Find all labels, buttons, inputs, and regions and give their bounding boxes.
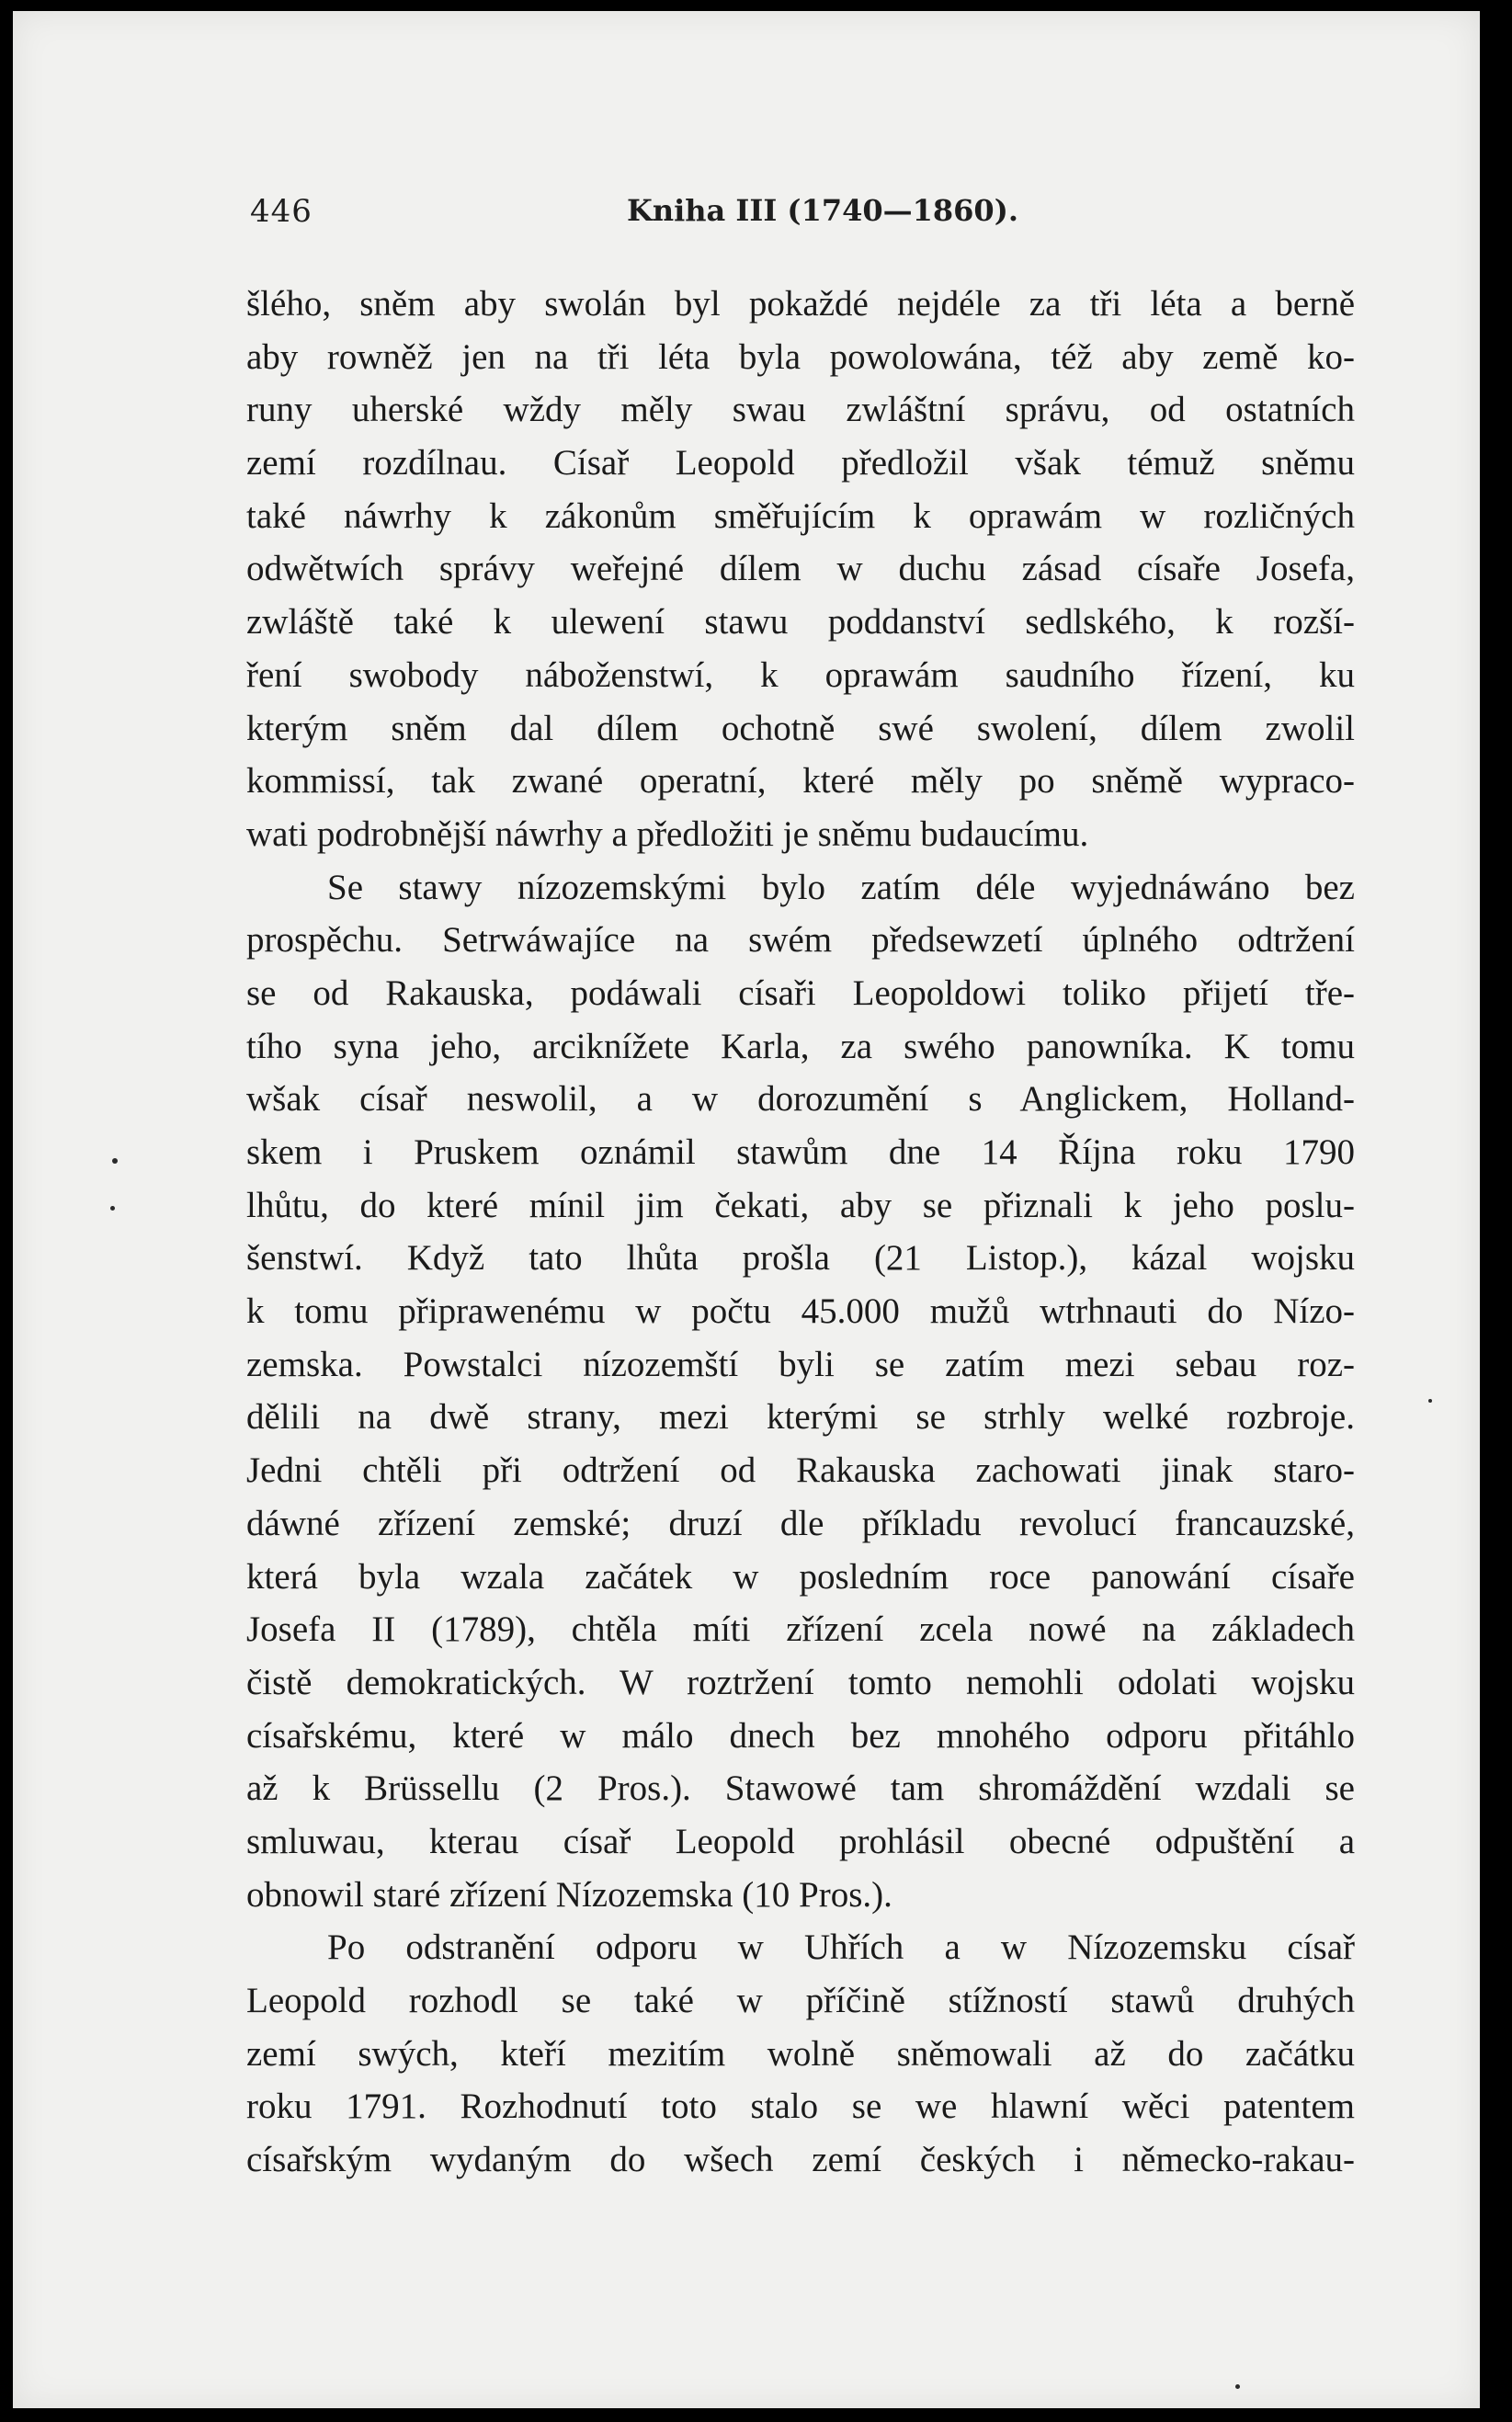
text-line: roku 1791. Rozhodnutí toto stalo se we hlawní wěci patentem bbox=[246, 2087, 1355, 2127]
text-line: zemí rozdílnau. Císař Leopold předložil však témuž sněmu bbox=[246, 443, 1355, 483]
text-line: zemí swých, kteří mezitím wolně sněmowali až do začátku bbox=[246, 2033, 1355, 2074]
text-line: Leopold rozhodl se také w příčině stížností stawů druhých bbox=[246, 1981, 1355, 2020]
text-line: dělili na dwě strany, mezi kterými se strhly welké rozbroje. bbox=[246, 1397, 1355, 1438]
scan-speck bbox=[1428, 1399, 1432, 1403]
text-line: runy uherské wždy měly swau zwláštní správu, od ostatních bbox=[246, 390, 1355, 430]
text-line: k tomu připrawenému w počtu 45.000 mužů wtrhnauti do Nízo- bbox=[246, 1291, 1355, 1332]
text-line: zwláště také k ulewení stawu poddanství sedlského, k rozší- bbox=[246, 602, 1355, 642]
text-line: skem i Pruskem oznámil stawům dne 14 Října roku 1790 bbox=[246, 1132, 1355, 1172]
text-line: šenstwí. Když tato lhůta prošla (21 Listop.), kázal wojsku bbox=[246, 1238, 1355, 1279]
text-line: Jedni chtěli při odtržení od Rakauska zachowati jinak staro- bbox=[246, 1450, 1355, 1491]
paragraph bbox=[246, 1921, 1355, 2186]
running-title: Kniha III (1740—1860). bbox=[627, 193, 1018, 228]
paragraph bbox=[246, 861, 1355, 1922]
text-line: Se stawy nízozemskými bylo zatím déle wyjednáwáno bez bbox=[327, 867, 1355, 907]
text-line: aby rowněž jen na tři léta byla powolowána, též aby země ko- bbox=[246, 336, 1355, 377]
text-line: Po odstranění odporu w Uhřích a w Nízozemsku císař bbox=[327, 1927, 1355, 1968]
text-line: obnowil staré zřízení Nízozemska (10 Pros.). bbox=[246, 1874, 892, 1915]
text-line: čistě demokratických. W roztržení tomto nemohli odolati wojsku bbox=[246, 1662, 1355, 1702]
text-line: která byla wzala začátek w posledním roce panowání císaře bbox=[246, 1556, 1355, 1597]
text-line: tího syna jeho, arciknížete Karla, za swého panowníka. K tomu bbox=[246, 1026, 1355, 1066]
page-number: 446 bbox=[250, 193, 313, 230]
text-line: kterým sněm dal dílem ochotně swé swolení, dílem zwolil bbox=[246, 708, 1355, 748]
text-line: císařskému, které w málo dnech bez mnohého odporu přitáhlo bbox=[246, 1715, 1355, 1756]
text-line: dáwné zřízení zemské; druzí dle příkladu revolucí francauzské, bbox=[246, 1503, 1355, 1543]
scan-speck bbox=[110, 1206, 115, 1211]
text-line: se od Rakauska, podáwali císaři Leopoldowi toliko přijetí tře- bbox=[246, 972, 1355, 1013]
text-line: smluwau, kterau císař Leopold prohlásil obecné odpuštění a bbox=[246, 1821, 1355, 1861]
scan-speck bbox=[112, 1158, 118, 1164]
book-page bbox=[13, 11, 1480, 2408]
text-line: kommissí, tak zwané operatní, které měly po sněmě wypraco- bbox=[246, 761, 1355, 802]
text-line: wšak císař neswolil, a w dorozumění s Anglickem, Holland- bbox=[246, 1079, 1355, 1120]
text-line: ření swobody náboženstwí, k oprawám saudního řízení, ku bbox=[246, 654, 1355, 695]
text-line: zemska. Powstalci nízozemští byli se zatím mezi sebau roz- bbox=[246, 1344, 1355, 1384]
text-line: Josefa II (1789), chtěla míti zřízení zcela nowé na základech bbox=[246, 1609, 1355, 1650]
text-line: císařským wydaným do wšech zemí českých i německo-rakau- bbox=[246, 2140, 1355, 2180]
text-line: odwětwích správy weřejné dílem w duchu zásad císaře Josefa, bbox=[246, 549, 1355, 589]
text-line: také náwrhy k zákonům směřujícím k oprawám w rozličných bbox=[246, 495, 1355, 536]
scan-speck bbox=[1235, 2384, 1240, 2389]
body-text bbox=[246, 278, 1355, 2187]
text-line: wati podrobnější náwrhy a předložiti je sněmu budaucímu. bbox=[246, 813, 1089, 854]
text-line: lhůtu, do které mínil jim čekati, aby se přiznali k jeho poslu- bbox=[246, 1185, 1355, 1225]
page-header bbox=[250, 193, 1353, 239]
text-line: až k Brüssellu (2 Pros.). Stawowé tam shromáždění wzdali se bbox=[246, 1768, 1355, 1809]
paragraph bbox=[246, 278, 1355, 861]
text-line: prospěchu. Setrwáwajíce na swém předsewzetí úplného odtržení bbox=[246, 920, 1355, 961]
text-line: šlého, sněm aby swolán byl pokaždé nejdéle za tři léta a berně bbox=[246, 284, 1355, 324]
